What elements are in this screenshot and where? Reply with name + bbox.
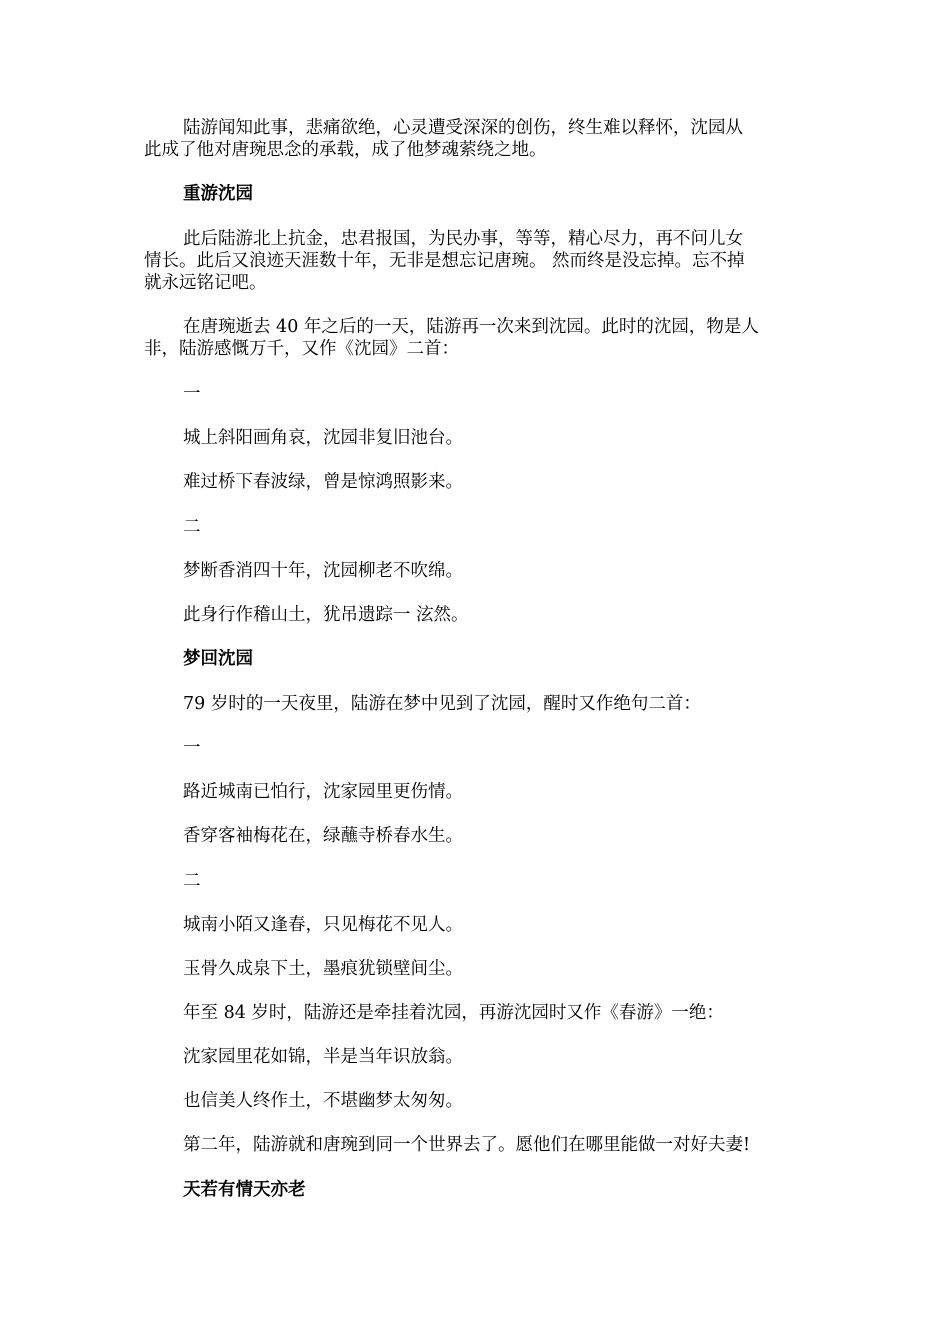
poem-line: 此身行作稽山土，犹吊遗踪一 泫然。	[183, 605, 469, 625]
paragraph-line: 就永远铭记吧。	[144, 273, 267, 293]
paragraph-line: 第二年，陆游就和唐琬到同一个世界去了。愿他们在哪里能做一对好夫妻!	[183, 1135, 751, 1155]
paragraph-line: 陆游闻知此事，悲痛欲绝，心灵遭受深深的创伤，终生难以释怀，沈园从	[183, 118, 743, 138]
paragraph-line: 此后陆游北上抗金，忠君报国，为民办事，等等，精心尽力，再不问儿女	[183, 229, 743, 249]
poem-line: 难过桥下春波绿，曾是惊鸿照影来。	[183, 472, 463, 492]
poem-line: 香穿客袖梅花在，绿蘸寺桥春水生。	[183, 826, 463, 846]
poem-number: 二	[183, 871, 201, 891]
poem-number: 二	[183, 517, 201, 537]
poem-number: 一	[183, 384, 201, 404]
paragraph-line: 此成了他对唐琬思念的承载，成了他梦魂萦绕之地。	[144, 140, 547, 160]
poem-line: 路近城南已怕行，沈家园里更伤情。	[183, 782, 463, 802]
poem-line: 城南小陌又逢春，只见梅花不见人。	[183, 915, 463, 935]
paragraph-line: 年至 84 岁时，陆游还是牵挂着沈园，再游沈园时又作《春游》一绝：	[183, 1003, 724, 1023]
section-heading: 梦回沈园	[183, 649, 253, 669]
paragraph-line: 情长。此后又浪迹天涯数十年，无非是想忘记唐琬。 然而终是没忘掉。忘不掉	[144, 251, 745, 271]
paragraph-line: 非，陆游感慨万千，又作《沈园》二首：	[144, 339, 459, 359]
poem-line: 沈家园里花如锦，半是当年识放翁。	[183, 1047, 463, 1067]
paragraph-line: 79 岁时的一天夜里，陆游在梦中见到了沈园，醒时又作绝句二首：	[183, 694, 701, 714]
poem-line: 梦断香消四十年，沈园柳老不吹绵。	[183, 561, 463, 581]
section-heading: 重游沈园	[183, 184, 253, 204]
poem-line: 也信美人终作土，不堪幽梦太匆匆。	[183, 1091, 463, 1111]
poem-line: 城上斜阳画角哀，沈园非复旧池台。	[183, 428, 463, 448]
paragraph-line: 在唐琬逝去 40 年之后的一天，陆游再一次来到沈园。此时的沈园，物是人	[183, 317, 759, 337]
poem-line: 玉骨久成泉下土，墨痕犹锁壁间尘。	[183, 959, 463, 979]
poem-number: 一	[183, 738, 201, 758]
section-heading: 天若有情天亦老	[183, 1180, 306, 1200]
